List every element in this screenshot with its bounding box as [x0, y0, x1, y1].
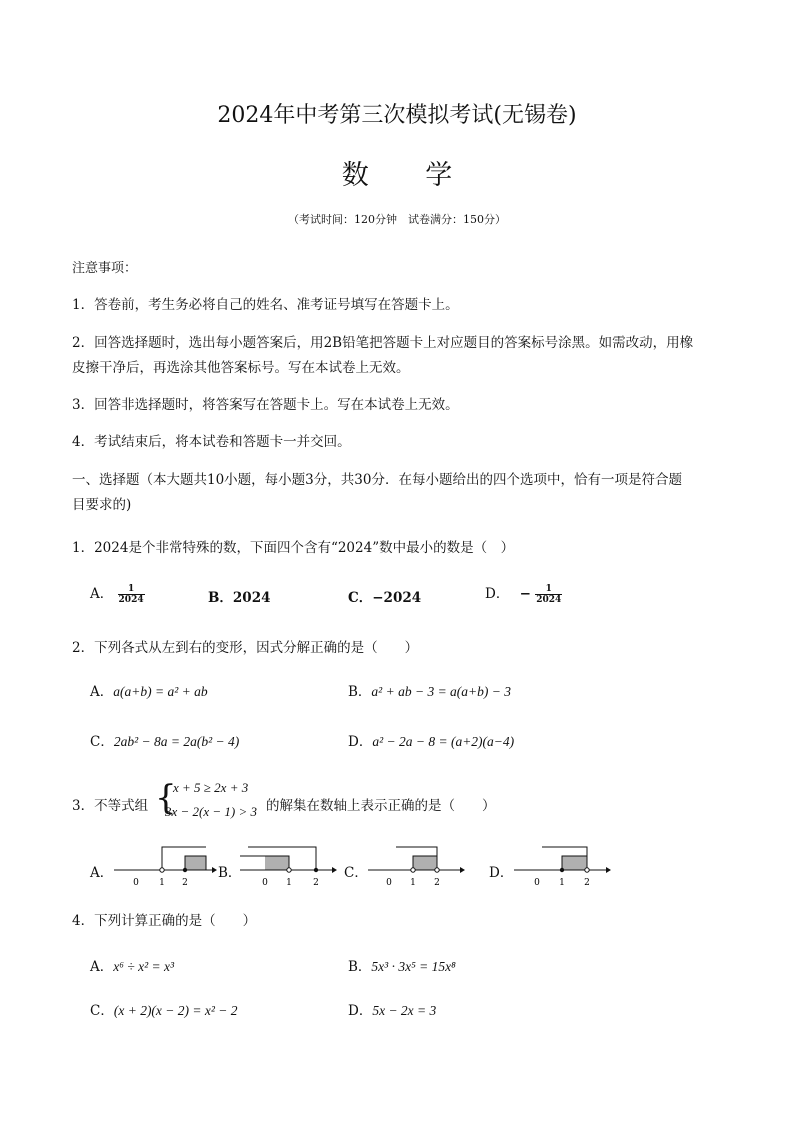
option-expression: a² − 2a − 8 = (a+2)(a−4)	[372, 734, 515, 749]
option-expression: a(a+b) = a² + ab	[113, 684, 208, 699]
shaded-solution-region	[265, 856, 289, 870]
note-item-1: 1．答卷前，考生务必将自己的姓名、准考证号填写在答题卡上。	[72, 297, 459, 313]
option-label: A．	[90, 586, 114, 602]
tick-label: 0	[534, 878, 540, 888]
option-expression: a² + ab − 3 = a(a+b) − 3	[371, 684, 512, 699]
shaded-solution-region	[562, 856, 587, 870]
option-label: A．	[90, 959, 114, 975]
tick-label: 2	[182, 878, 188, 888]
fraction	[118, 584, 145, 605]
q3-option-b-number-line	[238, 842, 338, 888]
tick-label: 0	[386, 878, 392, 888]
inequality-2: 3x − 2(x − 1) > 3	[165, 804, 258, 819]
closed-point	[183, 868, 187, 872]
subject-heading: 数 学	[341, 160, 477, 191]
question-1-stem: 1．2024是个非常特殊的数，下面四个含有“2024”数中最小的数是（ ）	[72, 540, 515, 556]
arrow-icon	[460, 867, 465, 873]
option-expression: 5x − 2x = 3	[372, 1003, 437, 1018]
inequality-1: x + 5 ≥ 2x + 3	[173, 780, 249, 795]
arrow-icon	[606, 867, 611, 873]
q2-option-d	[348, 730, 514, 750]
open-point	[585, 868, 589, 872]
option-label: B．	[348, 684, 372, 700]
denominator: 2024	[536, 595, 562, 605]
q1-option-c: C．−2024	[348, 590, 422, 606]
question-2-stem: 2．下列各式从左到右的变形，因式分解正确的是（ ）	[72, 640, 419, 656]
tick-label: 2	[434, 878, 440, 888]
q2-option-c	[90, 730, 239, 750]
question-4-stem: 4．下列计算正确的是（ ）	[72, 913, 257, 929]
option-label: D．	[485, 586, 510, 602]
tick-label: 1	[286, 878, 292, 888]
option-expression: 2ab² − 8a = 2a(b² − 4)	[113, 734, 240, 749]
q3-option-d-label: D．	[489, 865, 514, 881]
q3-option-a-number-line	[112, 842, 217, 888]
q4-option-c	[90, 999, 238, 1019]
option-label: A．	[90, 684, 114, 700]
denominator: 2024	[118, 595, 144, 605]
arrow-icon	[212, 867, 217, 873]
q1-option-d	[485, 582, 562, 605]
numerator: 1	[535, 584, 562, 595]
option-label: C．	[90, 1003, 114, 1019]
tick-label: 2	[313, 878, 319, 888]
q4-option-a	[90, 955, 174, 975]
numerator: 1	[118, 584, 145, 595]
closed-point	[560, 868, 564, 872]
note-item-2: 2．回答选择题时，选出每小题答案后，用2B铅笔把答题卡上对应题目的答案标号涂黑。如需改动，用橡	[72, 335, 694, 351]
option-label: D．	[348, 734, 373, 750]
tick-label: 1	[410, 878, 416, 888]
tick-label: 0	[262, 878, 268, 888]
q4-option-b	[348, 955, 456, 975]
q3-option-d-number-line	[512, 842, 612, 888]
q2-option-b	[348, 680, 511, 700]
system-brace: {	[155, 778, 177, 818]
option-expression: 5x³ · 3x⁵ = 15x⁸	[371, 959, 456, 974]
q3-option-b-label: B．	[218, 865, 242, 881]
option-label: C．	[90, 734, 114, 750]
note-item-3: 3．回答非选择题时，将答案写在答题卡上。写在本试卷上无效。	[72, 397, 459, 413]
open-point	[411, 868, 415, 872]
option-expression: (x + 2)(x − 2) = x² − 2	[113, 1003, 238, 1018]
q1-option-b: B．2024	[208, 590, 271, 606]
tick-label: 2	[584, 878, 590, 888]
closed-point	[314, 868, 318, 872]
open-point	[160, 868, 164, 872]
option-label: B．	[348, 959, 372, 975]
q1-option-a	[90, 582, 145, 605]
tick-label: 1	[159, 878, 165, 888]
tick-label: 1	[559, 878, 565, 888]
arrow-icon	[332, 867, 337, 873]
option-label: D．	[348, 1003, 373, 1019]
shaded-solution-region	[413, 856, 437, 870]
question-3-stem-pre: 3．不等式组	[72, 798, 149, 814]
open-point	[287, 868, 291, 872]
exam-time-score: （考试时间：120分钟 试卷满分：150分）	[288, 213, 506, 226]
shaded-solution-region	[185, 856, 206, 870]
section-one-heading: 一、选择题（本大题共10小题，每小题3分，共30分．在每小题给出的四个选项中，恰有一项是符合题	[72, 472, 682, 488]
tick-label: 0	[133, 878, 139, 888]
question-3-stem-post: 的解集在数轴上表示正确的是（ ）	[266, 798, 496, 814]
note-item-2-cont: 皮擦干净后，再选涂其他答案标号。写在本试卷上无效。	[72, 360, 410, 376]
note-item-4: 4．考试结束后，将本试卷和答题卡一并交回。	[72, 434, 351, 450]
open-point	[435, 868, 439, 872]
q3-option-a-label: A．	[90, 865, 114, 881]
q2-option-a	[90, 680, 208, 700]
minus-sign: −	[519, 586, 531, 602]
q3-option-c-number-line	[366, 842, 466, 888]
q4-option-d	[348, 999, 436, 1019]
notes-heading: 注意事项：	[72, 261, 138, 276]
q3-option-c-label: C．	[344, 865, 368, 881]
exam-title: 2024年中考第三次模拟考试(无锡卷)	[217, 103, 577, 128]
option-expression: x⁶ ÷ x² = x³	[113, 959, 175, 974]
fraction	[535, 584, 562, 605]
section-one-heading-cont: 目要求的)	[72, 497, 132, 513]
